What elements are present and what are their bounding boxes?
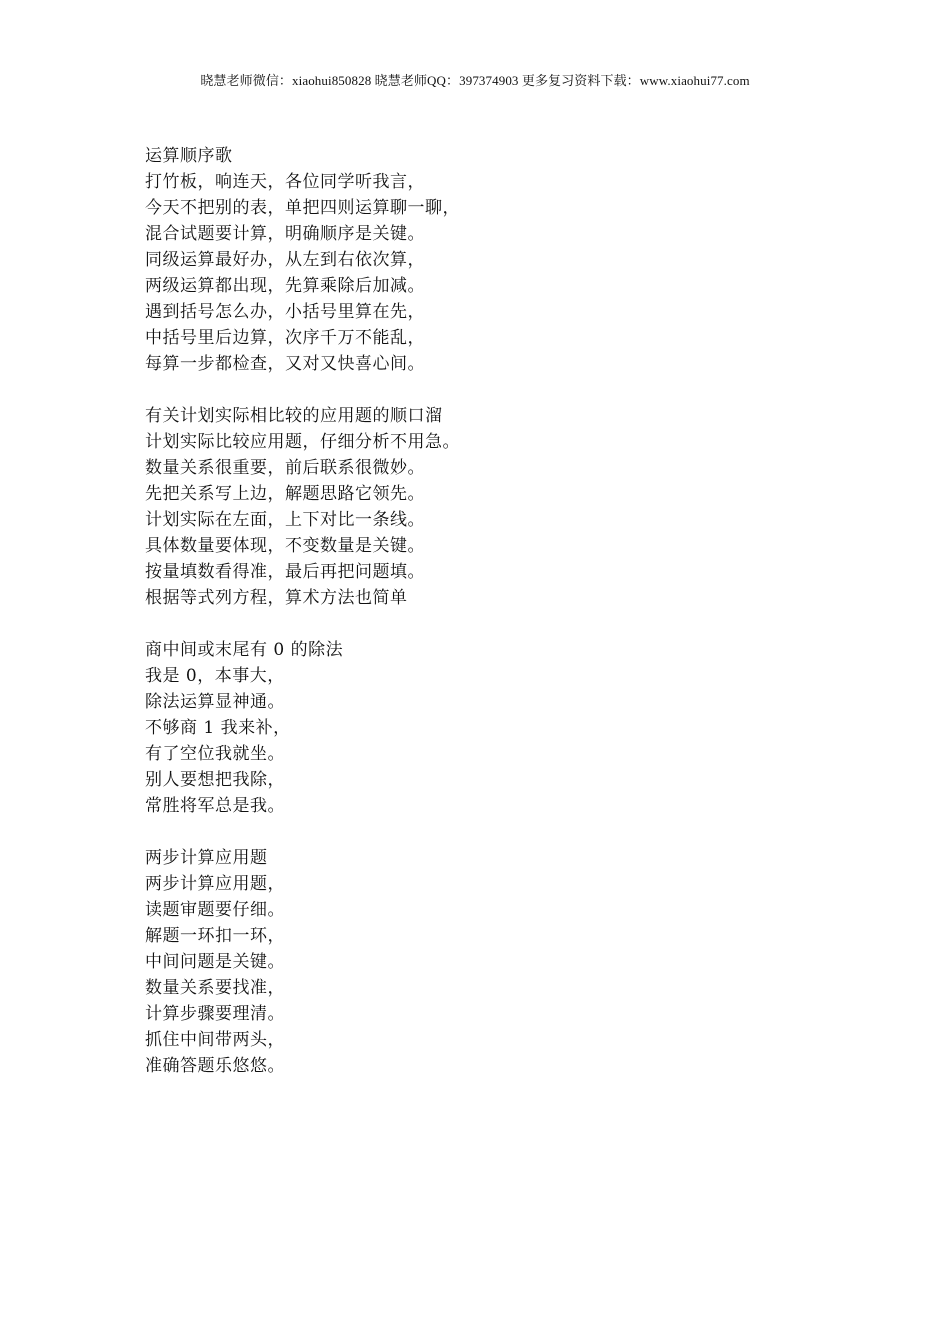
section-title: 运算顺序歌 bbox=[145, 146, 233, 166]
section-zero-in-quotient bbox=[145, 637, 845, 819]
verse-line: 具体数量要体现，不变数量是关键。 bbox=[145, 536, 425, 556]
page-header-contact: 晓慧老师微信：xiaohui850828 晓慧老师QQ：397374903 更多复习资料下载：www.xiaohui77.com bbox=[200, 73, 750, 88]
verse-line: 计划实际在左面，上下对比一条线。 bbox=[145, 510, 425, 530]
verse-line: 有了空位我就坐。 bbox=[145, 744, 285, 764]
verse-line: 数量关系很重要，前后联系很微妙。 bbox=[145, 458, 425, 478]
verse-line: 数量关系要找准， bbox=[145, 978, 285, 998]
verse-line: 按量填数看得准，最后再把问题填。 bbox=[145, 562, 425, 582]
verse-line: 计算步骤要理清。 bbox=[145, 1004, 285, 1024]
section-title: 有关计划实际相比较的应用题的顺口溜 bbox=[145, 406, 443, 426]
verse-line: 除法运算显神通。 bbox=[145, 692, 285, 712]
verse-line: 不够商 1 我来补， bbox=[145, 718, 291, 738]
verse-line: 中间问题是关键。 bbox=[145, 952, 285, 972]
verse-line: 两步计算应用题， bbox=[145, 874, 285, 894]
verse-line: 中括号里后边算，次序千万不能乱， bbox=[145, 328, 425, 348]
verse-line: 别人要想把我除， bbox=[145, 770, 285, 790]
section-plan-vs-actual-rhyme bbox=[145, 403, 845, 611]
section-title: 两步计算应用题 bbox=[145, 848, 268, 868]
verse-line: 今天不把别的表，单把四则运算聊一聊， bbox=[145, 198, 460, 218]
verse-line: 我是 0，本事大， bbox=[145, 666, 285, 686]
section-operation-order-song bbox=[145, 143, 845, 377]
document-body bbox=[145, 143, 845, 1079]
verse-line: 常胜将军总是我。 bbox=[145, 796, 285, 816]
verse-line: 准确答题乐悠悠。 bbox=[145, 1056, 285, 1076]
verse-line: 根据等式列方程，算术方法也简单 bbox=[145, 588, 408, 608]
verse-line: 先把关系写上边，解题思路它领先。 bbox=[145, 484, 425, 504]
verse-line: 遇到括号怎么办，小括号里算在先， bbox=[145, 302, 425, 322]
verse-line: 混合试题要计算，明确顺序是关键。 bbox=[145, 224, 425, 244]
verse-line: 打竹板，响连天，各位同学听我言， bbox=[145, 172, 425, 192]
verse-line: 两级运算都出现，先算乘除后加减。 bbox=[145, 276, 425, 296]
verse-line: 计划实际比较应用题，仔细分析不用急。 bbox=[145, 432, 460, 452]
verse-line: 读题审题要仔细。 bbox=[145, 900, 285, 920]
verse-line: 每算一步都检查，又对又快喜心间。 bbox=[145, 354, 425, 374]
verse-line: 同级运算最好办，从左到右依次算， bbox=[145, 250, 425, 270]
verse-line: 解题一环扣一环， bbox=[145, 926, 285, 946]
section-two-step-word-problems bbox=[145, 845, 845, 1079]
verse-line: 抓住中间带两头， bbox=[145, 1030, 285, 1050]
section-title: 商中间或末尾有 0 的除法 bbox=[145, 640, 344, 660]
